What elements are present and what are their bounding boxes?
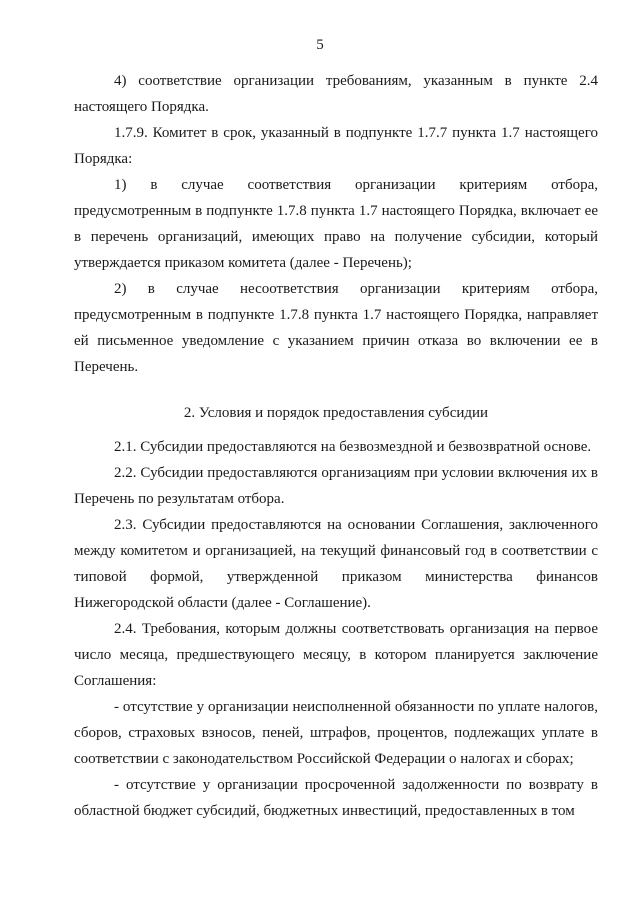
paragraph-1-7-9-item-2: 2) в случае несоответствия организации критериям отбора, предусмотренным в подпункте 1.7.8 пункта 1.7 настоящего Порядка, направляет ей письменное уведомление с указанием причин отказа во включении ее в Перечень. — [74, 281, 598, 375]
paragraph-1-7-9-item-1: 1) в случае соответствия организации критериям отбора, предусмотренным в подпункте 1.7.8 пункта 1.7 настоящего Порядка, включает ее в перечень организаций, имеющих право на получение субсидии, который утверждается приказом комитета (далее - Перечень); — [74, 177, 598, 271]
paragraph-2-2: 2.2. Субсидии предоставляются организациям при условии включения их в Перечень по результатам отбора. — [74, 465, 598, 507]
paragraph-1-7-9: 1.7.9. Комитет в срок, указанный в подпункте 1.7.7 пункта 1.7 настоящего Порядка: — [74, 125, 598, 167]
paragraph-2-4: 2.4. Требования, которым должны соответствовать организация на первое число месяца, предшествующего месяцу, в котором планируется заключение Соглашения: — [74, 621, 598, 689]
document-body — [74, 68, 598, 824]
paragraph-item-4-requirements: 4) соответствие организации требованиям, указанным в пункте 2.4 настоящего Порядка. — [74, 73, 598, 115]
paragraph-2-3: 2.3. Субсидии предоставляются на основании Соглашения, заключенного между комитетом и организацией, на текущий финансовый год в соответствии с типовой формой, утвержденной приказом министерства финансов Нижегородской области (далее - Соглашение). — [74, 517, 598, 611]
requirement-no-tax-debt: - отсутствие у организации неисполненной обязанности по уплате налогов, сборов, страховых взносов, пеней, штрафов, процентов, подлежащих уплате в соответствии с законодательством Российской Федерации о налогах и сборах; — [74, 699, 598, 767]
requirement-no-overdue-debt: - отсутствие у организации просроченной задолженности по возврату в областной бюджет субсидий, бюджетных инвестиций, предоставленных в том — [74, 777, 598, 819]
section-heading: 2. Условия и порядок предоставления субсидии — [183, 405, 489, 421]
paragraph-2-1: 2.1. Субсидии предоставляются на безвозмездной и безвозвратной основе. — [114, 439, 592, 455]
page-number: 5 — [316, 37, 324, 53]
